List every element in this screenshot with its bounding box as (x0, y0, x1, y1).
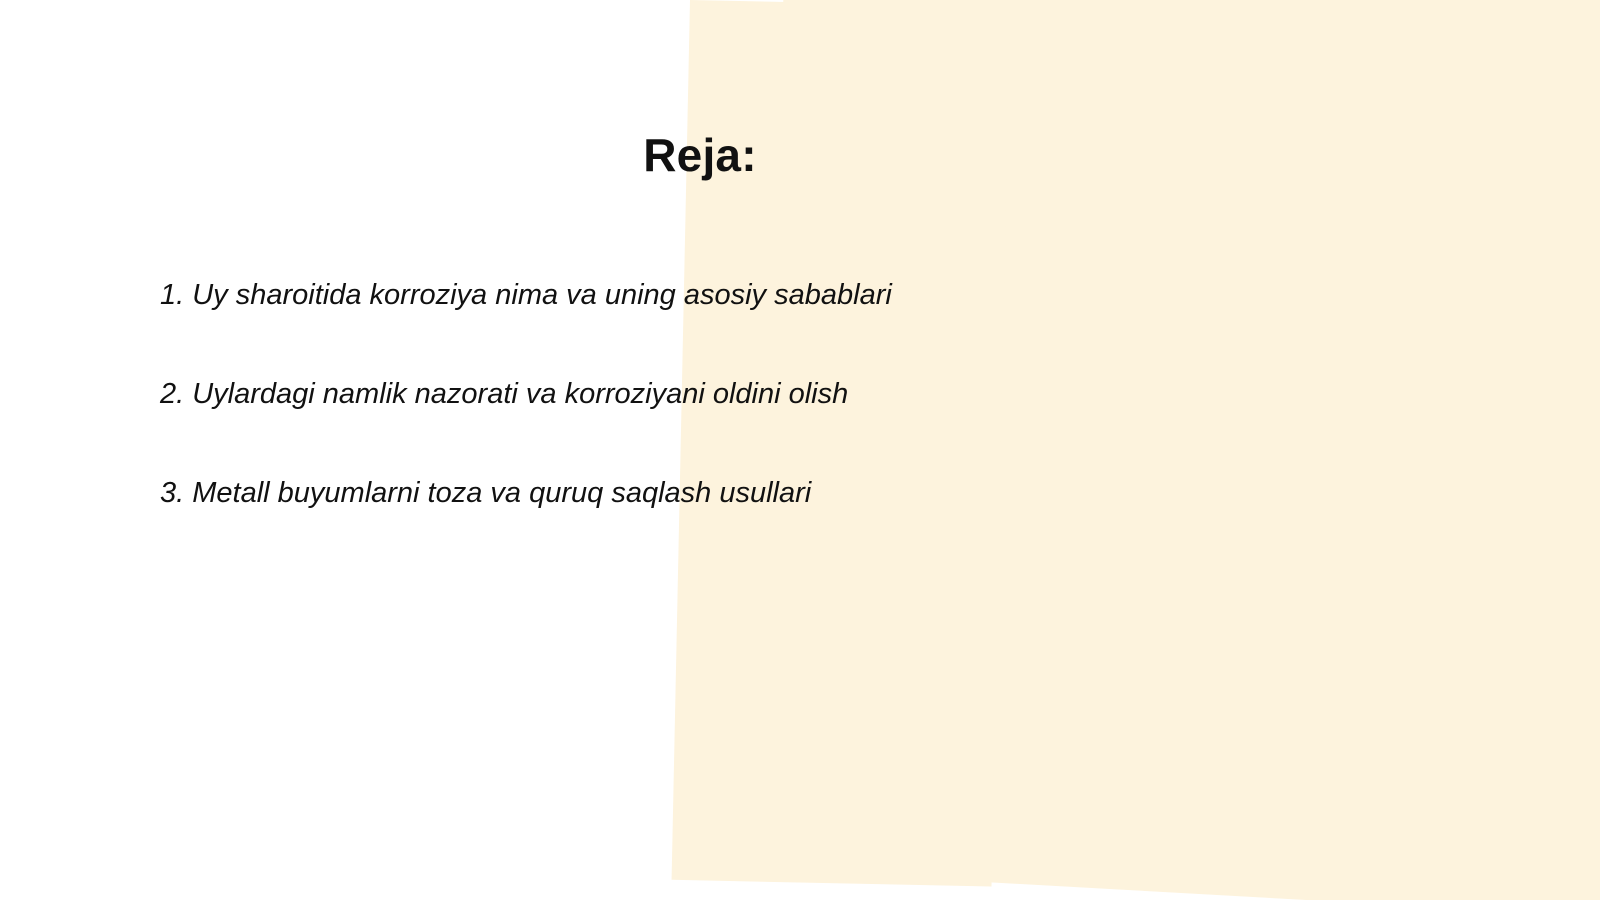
list-item: 1. Uy sharoitida korroziya nima va uning asosiy sabablari (160, 279, 892, 311)
page-title: Reja: (643, 129, 757, 181)
list-item: 2. Uylardagi namlik nazorati va korroziyani oldini olish (160, 377, 849, 410)
list-item: 3. Metall buyumlarni toza va quruq saqlash usullari (160, 476, 812, 509)
agenda-list (160, 278, 1310, 510)
